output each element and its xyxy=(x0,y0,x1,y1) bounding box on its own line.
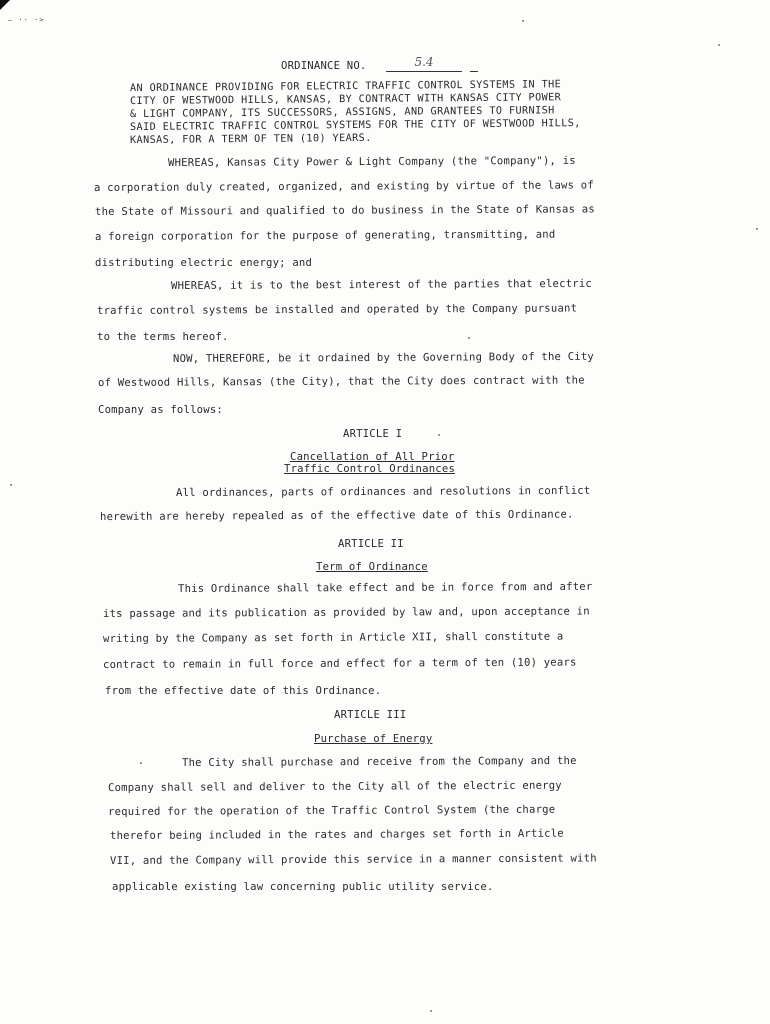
article-3-body-line-1: The City shall purchase and receive from the Company and the xyxy=(181,754,577,769)
article-3-body-line-3: required for the operation of the Traffic Control System (the charge xyxy=(107,803,556,818)
article-1-body-line-1: All ordinances, parts of ordinances and resolutions in conflict xyxy=(175,484,591,499)
now-therefore-line-2: of Westwood Hills, Kansas (the City), that the City does contract with the xyxy=(97,374,585,389)
now-therefore-line-1: NOW, THEREFORE, be it ordained by the Governing Body of the City xyxy=(172,350,595,365)
ordinance-heading: ORDINANCE NO. xyxy=(281,60,367,72)
title-line-5: KANSAS, FOR A TERM OF TEN (10) YEARS. xyxy=(129,132,372,146)
article-3-body-line-5: VII, and the Company will provide this service in a manner consistent with xyxy=(109,852,597,867)
number-underline xyxy=(386,71,462,72)
article-2-label: ARTICLE II xyxy=(338,538,404,550)
number-dash xyxy=(470,71,478,72)
article-3-label: ARTICLE III xyxy=(334,709,407,721)
scan-speck xyxy=(522,20,524,22)
article-1-title-line-2: Traffic Control Ordinances xyxy=(284,463,456,475)
whereas2-line-2: traffic control systems be installed and operated by the Company pursuant xyxy=(96,302,578,317)
whereas1-line-5: distributing electric energy; and xyxy=(95,257,313,269)
article-2-title: Term of Ordinance xyxy=(316,561,428,573)
title-line-4: SAID ELECTRIC TRAFFIC CONTROL SYSTEMS FOR THE CITY OF WESTWOOD HILLS, xyxy=(129,118,581,133)
scan-speck xyxy=(140,762,142,764)
now-therefore-line-3: Company as follows: xyxy=(98,404,223,416)
scan-speck xyxy=(718,44,720,46)
scan-speck xyxy=(10,484,12,486)
title-line-1: AN ORDINANCE PROVIDING FOR ELECTRIC TRAFFIC CONTROL SYSTEMS IN THE xyxy=(129,79,562,94)
title-line-3: & LIGHT COMPANY, ITS SUCCESSORS, ASSIGNS, AND GRANTEES TO FURNISH xyxy=(129,105,555,120)
ordinance-number: 5.4 xyxy=(414,55,434,69)
article-3-body-line-2: Company shall sell and deliver to the City all of the electric energy xyxy=(107,779,562,794)
article-2-body-line-4: contract to remain in full force and effect for a term of ten (10) years xyxy=(102,656,577,671)
article-1-body-line-2: herewith are hereby repealed as of the effective date of this Ordinance. xyxy=(99,508,574,523)
article-2-body-line-3: writing by the Company as set forth in Article XII, shall constitute a xyxy=(102,630,564,645)
whereas1-line-4: a foreign corporation for the purpose of generating, transmitting, and xyxy=(94,228,556,243)
article-3-body-line-4: therefor being included in the rates and charges set forth in Article xyxy=(109,827,564,842)
scan-speck xyxy=(430,1010,432,1012)
article-1-label: ARTICLE I xyxy=(343,428,403,440)
whereas2-line-3: to the terms hereof. xyxy=(97,331,229,343)
article-2-body-line-5: from the effective date of this Ordinance. xyxy=(105,685,382,697)
whereas2-line-1: WHEREAS, it is to the best interest of the parties that electric xyxy=(170,277,593,292)
whereas1-line-3: the State of Missouri and qualified to do business in the State of Kansas as xyxy=(94,203,595,218)
article-1-title-line-1: Cancellation of All Prior xyxy=(290,451,455,463)
scan-speck xyxy=(438,434,440,436)
article-3-title: Purchase of Energy xyxy=(314,733,433,745)
scan-speck xyxy=(756,228,758,230)
scan-corner-mark xyxy=(0,0,10,10)
article-2-body-line-2: its passage and its publication as provided by law and, upon acceptance in xyxy=(102,605,590,620)
article-3-body-line-6: applicable existing law concerning public utility service. xyxy=(112,881,494,893)
scan-margin-mark: — ·· ·> xyxy=(8,16,45,24)
whereas1-line-2: a corporation duly created, organized, and existing by virtue of the laws of xyxy=(93,179,594,194)
scan-speck xyxy=(468,337,470,339)
article-2-body-line-1: This Ordinance shall take effect and be in force from and after xyxy=(177,580,593,595)
title-line-2: CITY OF WESTWOOD HILLS, KANSAS, BY CONTRACT WITH KANSAS CITY POWER xyxy=(129,92,562,107)
whereas1-line-1: WHEREAS, Kansas City Power & Light Company (the "Company"), is xyxy=(167,154,576,169)
